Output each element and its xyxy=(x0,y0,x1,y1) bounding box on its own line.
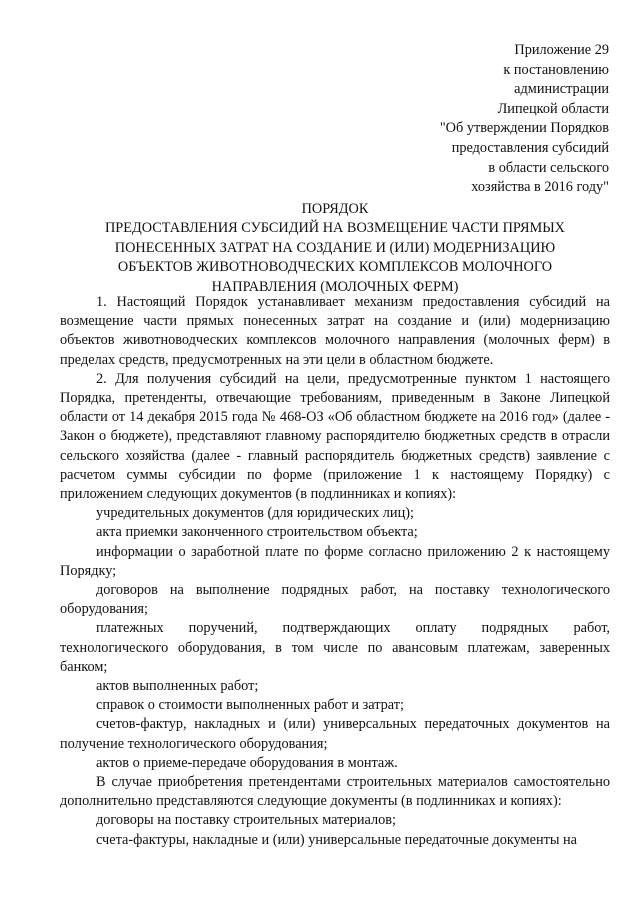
title-line: ПОРЯДОК xyxy=(301,201,369,217)
list-item: акта приемки законченного строительством объекта; xyxy=(96,524,418,541)
appendix-header xyxy=(349,41,609,198)
appendix-line: администрации xyxy=(514,81,609,98)
appendix-line: предоставления субсидий xyxy=(451,139,609,156)
appendix-line: хозяйства в 2016 году" xyxy=(471,179,609,196)
title-line: ОБЪЕКТОВ ЖИВОТНОВОДЧЕСКИХ КОМПЛЕКСОВ МОЛОЧНОГО xyxy=(117,259,553,276)
list-item: актов о приеме-передаче оборудования в монтаж. xyxy=(96,754,398,771)
list-item: учредительных документов (для юридических лиц); xyxy=(96,505,414,522)
paragraph-materials: В случае приобретения претендентами строительных материалов самостоятельно дополнительно представляются следующие документы (в подлинниках и копиях): xyxy=(60,774,610,810)
title-line: ПОНЕСЕННЫХ ЗАТРАТ НА СОЗДАНИЕ И (ИЛИ) МОДЕРНИЗАЦИЮ xyxy=(114,239,556,256)
paragraph-1: 1. Настоящий Порядок устанавливает механизм предоставления субсидий на возмещение части прямых понесенных затрат на создание и (или) модернизацию объектов животноводческих комплексов молочного направления (молочных ферм) в пределах средств, предусмотренных на эти цели в областном бюджете. xyxy=(60,294,610,368)
appendix-line: "Об утверждении Порядков xyxy=(439,120,609,137)
list-item: актов выполненных работ; xyxy=(96,678,259,695)
list-item: информации о заработной плате по форме согласно приложению 2 к настоящему Порядку; xyxy=(60,543,610,579)
title-line: ПРЕДОСТАВЛЕНИЯ СУБСИДИЙ НА ВОЗМЕЩЕНИЕ ЧАСТИ ПРЯМЫХ xyxy=(104,220,566,237)
appendix-line: в области сельского xyxy=(488,159,609,176)
appendix-line: к постановлению xyxy=(503,61,609,78)
list-item: счета-фактуры, накладные и (или) универсальные передаточные документы на xyxy=(96,831,578,848)
appendix-line: Приложение 29 xyxy=(514,42,609,58)
title-line: НАПРАВЛЕНИЯ (МОЛОЧНЫХ ФЕРМ) xyxy=(211,278,459,295)
list-item: платежных поручений, подтверждающих оплату подрядных работ, технологического оборудования, в том числе по авансовым платежам, заверенных банком; xyxy=(60,620,610,675)
paragraph-2: 2. Для получения субсидий на цели, предусмотренные пунктом 1 настоящего Порядка, претенденты, отвечающие требованиям, приведенным в Законе Липецкой области от 14 декабря 2015 года № 468-ОЗ «Об областном бюджете на 2016 год» (далее - Закон о бюджете), представляют главному распорядителю бюджетных средств в отрасли сельского хозяйства (далее - главный распорядитель бюджетных средств) заявление с расчетом суммы субсидии по форме (приложение 1 к настоящему Порядку) с приложением следующих документов (в подлинниках и копиях): xyxy=(60,370,610,503)
document-body xyxy=(60,293,610,850)
list-item: справок о стоимости выполненных работ и затрат; xyxy=(96,697,405,714)
document-title xyxy=(60,200,610,297)
list-item: договоры на поставку строительных материалов; xyxy=(96,812,397,829)
appendix-line: Липецкой области xyxy=(497,100,609,117)
list-item: счетов-фактур, накладных и (или) универсальных передаточных документов на получение технологического оборудования; xyxy=(60,716,610,752)
list-item: договоров на выполнение подрядных работ, на поставку технологического оборудования; xyxy=(60,582,610,618)
